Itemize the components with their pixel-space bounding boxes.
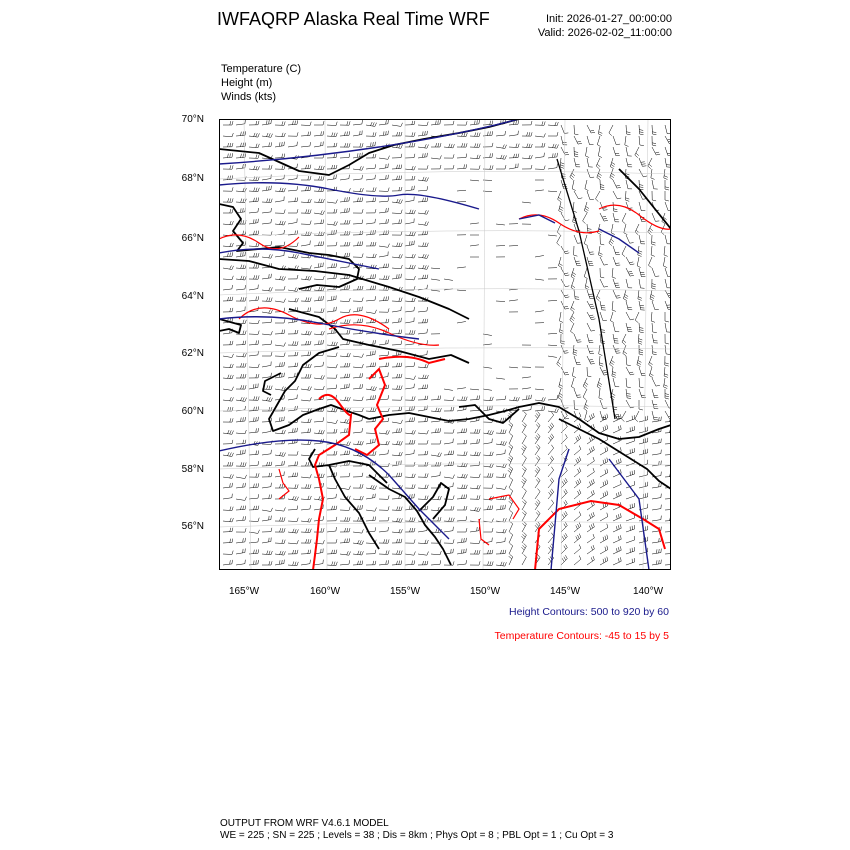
map-title: IWFAQRP Alaska Real Time WRF [217,9,490,29]
lat-label-66n: 66°N [181,233,204,244]
valid-time: Valid: 2026-02-02_11:00:00 [537,27,672,39]
lon-label-155w: 155°W [389,586,421,597]
temperature-contours [219,205,671,570]
lon-label-145w: 145°W [549,586,581,597]
lon-label-140w: 140°W [632,586,664,597]
lat-label-56n: 56°N [181,521,204,532]
footer-config-info: WE = 225 ; SN = 225 ; Levels = 38 ; Dis = 8km ; Phys Opt = 8 ; PBL Opt = 1 ; Cu Opt = 3 [220,830,614,841]
lat-label-64n: 64°N [181,291,204,302]
lon-label-165w: 165°W [228,586,260,597]
lon-label-160w: 160°W [309,586,341,597]
lat-label-58n: 58°N [181,464,204,475]
footer-model-info: OUTPUT FROM WRF V4.6.1 MODEL [220,818,389,829]
field-winds: Winds (kts) [221,91,276,103]
field-temperature: Temperature (C) [221,63,302,75]
weather-map [219,119,671,570]
lat-label-70n: 70°N [181,114,204,125]
temperature-contours-label: Temperature Contours: -45 to 15 by 5 [494,630,669,642]
lat-label-68n: 68°N [181,173,204,184]
field-height: Height (m) [221,77,273,89]
height-contours-label: Height Contours: 500 to 920 by 60 [509,606,669,618]
lat-label-60n: 60°N [181,406,204,417]
init-time: Init: 2026-01-27_00:00:00 [546,13,672,25]
lat-label-62n: 62°N [181,348,204,359]
lon-label-150w: 150°W [469,586,501,597]
